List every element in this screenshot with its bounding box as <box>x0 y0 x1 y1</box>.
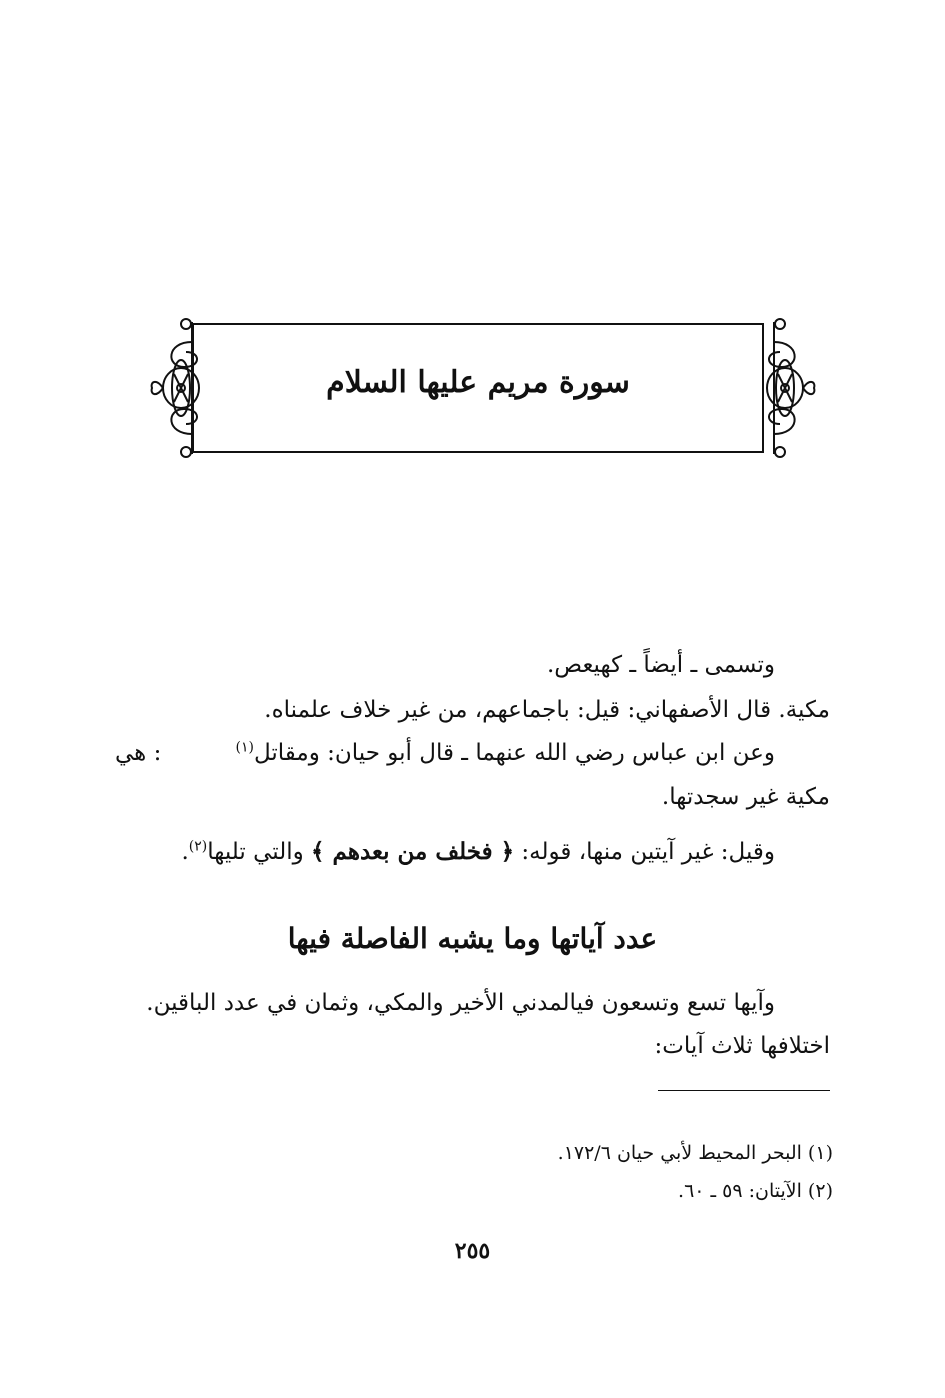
intro-line-3-main <box>235 740 775 766</box>
intro-line-1: وتسمى ـ أيضاً ـ كهيعص. <box>546 652 775 678</box>
intro-line-5-start: وقيل: غير آيتين منها، قوله: <box>514 839 775 865</box>
intro-line-5-period: . <box>181 839 189 865</box>
footnote-ref-1: (١) <box>235 739 254 756</box>
section-line-2: اختلافها ثلاث آيات: <box>654 1033 830 1059</box>
surah-title: سورة مريم عليها السلام <box>326 365 630 400</box>
page-number: ٢٥٥ <box>454 1238 491 1264</box>
footnote-2: (٢) الآيتان: ٥٩ ـ ٦٠. <box>678 1180 833 1202</box>
footnote-divider <box>658 1090 830 1091</box>
intro-line-5-end: والتي تليها <box>207 839 312 865</box>
intro-line-2: مكية. قال الأصفهاني: قيل: باجماعهم، من غير خلاف علمناه. <box>264 697 830 723</box>
intro-line-3 <box>115 740 775 766</box>
section-line-1: وآيها تسع وتسعون فيالمدني الأخير والمكي، وثمان في عدد الباقين. <box>146 990 775 1016</box>
footnote-ref-2: (٢) <box>188 838 208 855</box>
intro-line-3-text: وعن ابن عباس رضي الله عنهما ـ قال أبو حيان: ومقاتل <box>253 740 775 766</box>
intro-line-5 <box>181 838 775 865</box>
section-heading: عدد آياتها وما يشبه الفاصلة فيها <box>287 922 658 955</box>
quran-quote: ﴿ فخلف من بعدهم ﴾ <box>311 838 515 865</box>
footnote-1: (١) البحر المحيط لأبي حيان ١٧٢/٦. <box>557 1142 833 1164</box>
intro-line-4: مكية غير سجدتها. <box>661 784 830 810</box>
intro-line-3-end: : هي <box>115 740 162 766</box>
